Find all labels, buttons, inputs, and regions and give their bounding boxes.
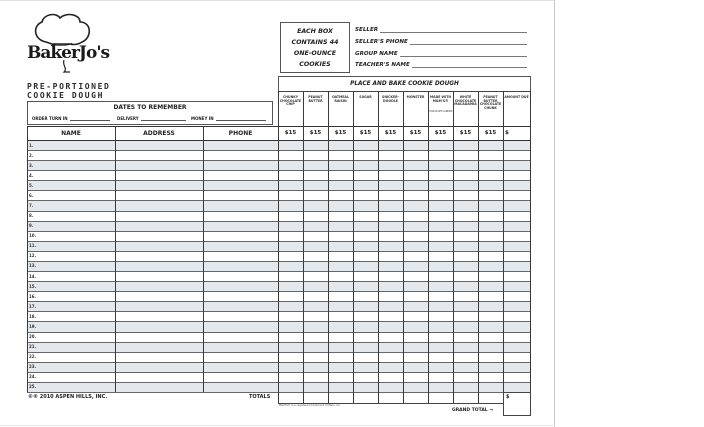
cookie-price: $15: [334, 130, 347, 136]
amount-due-symbol: $: [505, 130, 509, 136]
delivery-field[interactable]: [117, 116, 186, 121]
row-number: 19.: [29, 323, 37, 329]
column-divider: [428, 91, 429, 403]
grand-total-dollar: $: [506, 394, 510, 400]
delivery-label: DELIVERY: [117, 116, 139, 121]
cookie-column-header: CHUNKY CHOCOLATE CHIP: [279, 95, 302, 107]
group-name-field[interactable]: [355, 51, 527, 57]
seller-field[interactable]: [355, 27, 527, 33]
row-number: 21.: [29, 344, 37, 350]
row-number: 6.: [29, 192, 34, 198]
row-number: 4.: [29, 172, 34, 178]
cookie-price: $15: [484, 130, 497, 136]
cookie-price: $15: [434, 130, 447, 136]
column-divider: [403, 91, 404, 403]
column-header-address: ADDRESS: [143, 130, 175, 137]
cookie-total-cell[interactable]: [378, 392, 403, 403]
column-divider: [115, 126, 116, 392]
row-number: 13.: [29, 263, 37, 269]
each-box-line2: CONTAINS 44: [291, 38, 339, 46]
cookie-column-header: MONSTER: [406, 95, 425, 99]
cookie-column-header: WHITE CHOCOLATE MACADAMIA: [454, 95, 477, 107]
trademark-note: M&M'S® is a registered trademark of Mars, Inc.: [279, 404, 341, 407]
row-number: 2.: [29, 152, 34, 158]
cookie-price: $15: [384, 130, 397, 136]
cookie-column-header: PEANUT BUTTER: [308, 95, 323, 103]
totals-label: TOTALS: [249, 394, 271, 400]
cookie-price: $15: [459, 130, 472, 136]
paper-bottom-edge: [0, 425, 555, 426]
column-header-phone: PHONE: [228, 130, 253, 137]
cookie-total-cell[interactable]: [403, 392, 428, 403]
dates-title: DATES TO REMEMBER: [113, 104, 187, 111]
teacher-name-field[interactable]: [355, 62, 527, 68]
money-in-field[interactable]: [191, 116, 266, 121]
cookie-total-cell[interactable]: [478, 392, 503, 403]
money-in-label: MONEY IN: [191, 116, 214, 121]
seller-label: SELLER: [355, 27, 379, 33]
row-number: 22.: [29, 354, 37, 360]
each-box-line1: EACH BOX: [297, 27, 333, 35]
seller-phone-field[interactable]: [355, 39, 527, 45]
cookie-price: $15: [309, 130, 322, 136]
cookie-column-header: OATMEAL RAISIN: [332, 95, 349, 103]
order-turn-in-field[interactable]: [32, 116, 110, 121]
cookie-total-cell[interactable]: [353, 392, 378, 403]
row-number: 16.: [29, 293, 37, 299]
cookie-header-top-line: [278, 91, 531, 92]
row-number: 10.: [29, 233, 37, 239]
subtitle-line2: COOKIE DOUGH: [27, 91, 104, 100]
grand-total-label: GRAND TOTAL →: [452, 408, 494, 413]
cookie-price: $15: [284, 130, 297, 136]
column-divider: [353, 91, 354, 403]
row-number: 3.: [29, 162, 34, 168]
brand-logo-text: BakerJo's: [27, 43, 110, 63]
column-divider: [278, 91, 279, 403]
dates-to-remember-box: [27, 101, 273, 125]
row-number: 15.: [29, 283, 37, 289]
grand-total-box[interactable]: [503, 392, 531, 416]
row-number: 23.: [29, 364, 37, 370]
cookie-price: $15: [409, 130, 422, 136]
row-number: 11.: [29, 243, 37, 249]
column-divider: [203, 126, 204, 392]
row-number: 7.: [29, 202, 34, 208]
column-divider: [530, 91, 531, 403]
column-header-name: NAME: [61, 130, 81, 137]
section-title: PLACE AND BAKE COOKIE DOUGH: [278, 76, 531, 92]
order-turn-in-label: ORDER TURN IN: [32, 116, 68, 121]
column-divider: [453, 91, 454, 403]
column-divider: [478, 91, 479, 403]
paper-right-edge: [554, 0, 555, 427]
seller-phone-label: SELLER'S PHONE: [355, 39, 408, 45]
row-number: 24.: [29, 374, 37, 380]
cookie-price: $15: [359, 130, 372, 136]
row-number: 25.: [29, 384, 37, 390]
teacher-name-label: TEACHER'S NAME: [355, 62, 410, 68]
column-divider: [328, 91, 329, 403]
amount-due-header: AMOUNT DUE: [504, 95, 529, 99]
each-box-info: [280, 22, 350, 73]
row-number: 5.: [29, 182, 34, 188]
row-number: 17.: [29, 303, 37, 309]
subtitle-line1: PRE-PORTIONED: [27, 82, 111, 91]
cookie-total-cell[interactable]: [303, 392, 328, 403]
column-divider: [27, 126, 28, 392]
cookie-column-header: SNICKER-DOODLE: [382, 95, 399, 103]
row-number: 8.: [29, 213, 34, 219]
row-number: 14.: [29, 273, 37, 279]
row-number: 9.: [29, 223, 34, 229]
row-number: 12.: [29, 253, 37, 259]
group-name-label: GROUP NAME: [355, 51, 398, 57]
each-box-line3: ONE-OUNCE: [293, 49, 337, 57]
cookie-total-cell[interactable]: [453, 392, 478, 403]
cookie-column-sublabel: CHOCOLATE CANDIES: [428, 110, 453, 113]
row-number: 1.: [29, 142, 34, 148]
column-divider: [303, 91, 304, 403]
row-number: 18.: [29, 313, 37, 319]
cookie-total-cell[interactable]: [328, 392, 353, 403]
cookie-column-header: MADE WITH M&M'S®: [429, 95, 452, 103]
column-divider: [378, 91, 379, 403]
copyright-text: ©® 2010 ASPEN HILLS, INC.: [28, 394, 108, 400]
row-number: 20.: [29, 334, 37, 340]
cookie-column-header: SUGAR: [359, 95, 372, 99]
column-divider: [503, 91, 504, 403]
each-box-line4: COOKIES: [299, 60, 331, 68]
cookie-total-cell[interactable]: [278, 392, 303, 403]
cookie-column-header: PEANUT BUTTER CHOCOLATE CHUNK: [479, 95, 502, 110]
cookie-total-cell[interactable]: [428, 392, 453, 403]
paper-top-edge: [0, 0, 555, 1]
